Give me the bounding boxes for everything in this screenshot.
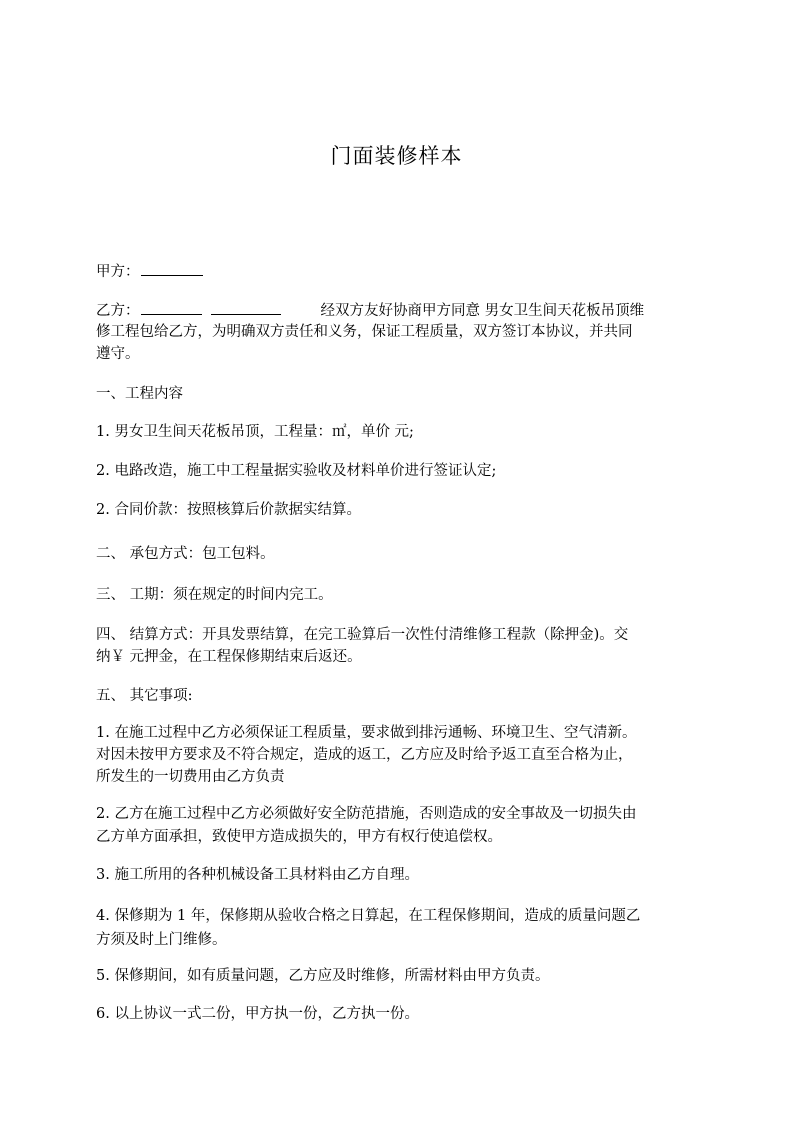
party-a-label: 甲方： <box>96 264 140 280</box>
party-a-blank <box>141 260 203 276</box>
section-1-item-3: 2. 合同价款：按照核算后价款据实结算。 <box>96 502 361 518</box>
section-5-item-6: 6. 以上协议一式二份，甲方执一份，乙方执一份。 <box>96 1006 419 1022</box>
section-5-item-4-line-2: 方须及时上门维修。 <box>96 932 227 948</box>
section-5-item-1-line-1: 1. 在施工过程中乙方必须保证工程质量，要求做到排污通畅、环境卫生、空气清新。 <box>96 725 637 741</box>
document-title: 门面装修样本 <box>330 144 463 168</box>
section-5-item-5: 5. 保修期间，如有质量问题，乙方应及时维修，所需材料由甲方负责。 <box>96 968 550 984</box>
section-5-item-3: 3. 施工所用的各种机械设备工具材料由乙方自理。 <box>96 867 419 883</box>
section-1-heading: 一、工程内容 <box>96 386 183 402</box>
section-1-item-1: 1. 男女卫生间天花板吊顶，工程量：㎡，单价 元; <box>96 424 414 440</box>
section-5-item-2-line-2: 乙方单方面承担，致使甲方造成损失的，甲方有权行使追偿权。 <box>96 829 502 845</box>
section-5-item-4-line-1: 4. 保修期为 1 年，保修期从验收合格之日算起，在工程保修期间，造成的质量问题乙 <box>96 908 641 924</box>
section-1-item-2: 2. 电路改造，施工中工程量据实验收及材料单价进行签证认定; <box>96 463 497 479</box>
section-5-item-1-line-3: 所发生的一切费用由乙方负责 <box>96 769 285 785</box>
section-4-line-1: 四、 结算方式：开具发票结算，在完工验算后一次性付清维修工程款（除押金)。交 <box>96 627 629 643</box>
section-5-item-2-line-1: 2. 乙方在施工过程中乙方必须做好安全防范措施，否则造成的安全事故及一切损失由 <box>96 806 637 822</box>
intro-line-2: 修工程包给乙方，为明确双方责任和义务，保证工程质量，双方签订本协议，并共同 <box>96 324 633 340</box>
party-a-line <box>96 260 701 284</box>
party-b-label: 乙方： <box>96 303 140 319</box>
section-3: 三、 工期：须在规定的时间内完工。 <box>96 587 333 603</box>
intro-text: 经双方友好协商甲方同意 男女卫生间天花板吊顶维 <box>320 303 645 319</box>
intro-line-3: 遵守。 <box>96 346 140 362</box>
section-5-heading: 五、 其它事项: <box>96 688 193 704</box>
party-b-blank-2 <box>211 299 281 315</box>
party-b-blank-1 <box>141 299 202 315</box>
section-5-item-1-line-2: 对因未按甲方要求及不符合规定，造成的返工，乙方应及时给予返工直至合格为止， <box>96 747 633 763</box>
section-2: 二、 承包方式：包工包料。 <box>96 546 275 562</box>
section-4-line-2: 纳￥ 元押金，在工程保修期结束后返还。 <box>96 649 362 665</box>
party-b-line <box>96 299 701 323</box>
